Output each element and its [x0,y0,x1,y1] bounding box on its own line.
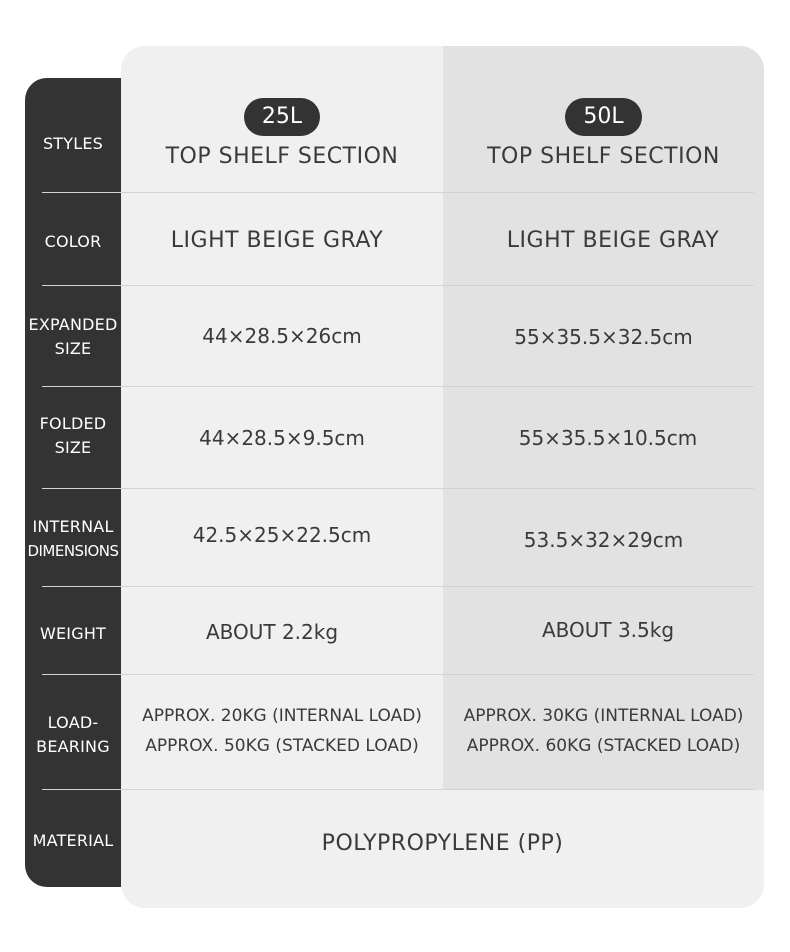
row-divider [42,488,754,489]
internal-load-25l: APPROX. 20KG (INTERNAL LOAD) [142,706,422,726]
label-color [25,218,121,266]
internal-load-50l: APPROX. 30KG (INTERNAL LOAD) [463,706,744,726]
row-label-bar [25,78,121,887]
style-50l [443,88,764,178]
expanded-size-50l: 55×35.5×32.5cm [514,325,693,349]
label-expanded-size [25,311,121,363]
weight-25l: ABOUT 2.2kg [205,620,339,644]
internal-dimensions-25l: 42.5×25×22.5cm [192,523,372,547]
label-styles [25,120,121,168]
internal-dimensions-50l: 53.5×32×29cm [523,528,684,552]
row-divider [42,386,754,387]
label-material [25,817,121,865]
label-expanded-line2: SIZE [54,339,92,358]
row-divider [42,192,754,193]
row-divider [42,674,754,675]
stacked-load-25l: APPROX. 50KG (STACKED LOAD) [145,736,419,756]
load-bearing-50l [443,700,764,762]
stacked-load-50l: APPROX. 60KG (STACKED LOAD) [466,736,741,756]
row-divider [42,586,754,587]
label-styles-text: STYLES [42,134,104,153]
style-25l [121,88,443,178]
label-material-text: MATERIAL [32,831,114,850]
color-50l: LIGHT BEIGE GRAY [506,227,720,253]
label-expanded-line1: EXPANDED [28,315,118,334]
capacity-badge-50l: 50L [565,98,641,136]
label-folded-size [25,410,121,462]
label-internal-line1: INTERNAL [32,517,114,536]
weight-50l: ABOUT 3.5kg [541,618,675,642]
style-50l-text: TOP SHELF SECTION [487,143,720,169]
label-internal-dimensions [25,513,121,565]
folded-size-50l: 55×35.5×10.5cm [518,426,698,450]
capacity-badge-25l: 25L [244,98,320,136]
row-divider [42,789,754,790]
label-folded-line1: FOLDED [39,414,107,433]
label-load-line2: BEARING [36,737,110,756]
label-folded-line2: SIZE [54,438,92,457]
label-load-line1: LOAD- [47,713,99,732]
style-25l-text: TOP SHELF SECTION [165,143,399,169]
label-weight-text: WEIGHT [39,624,107,643]
label-load-bearing [25,709,121,761]
expanded-size-25l: 44×28.5×26cm [202,324,362,348]
load-bearing-25l [121,700,443,762]
label-color-text: COLOR [44,232,102,251]
color-25l: LIGHT BEIGE GRAY [170,227,384,253]
label-internal-line2: DIMENSIONS [27,542,119,560]
material-value: POLYPROPYLENE (PP) [321,830,564,856]
row-divider [42,285,754,286]
label-weight [25,610,121,658]
folded-size-25l: 44×28.5×9.5cm [199,426,365,450]
